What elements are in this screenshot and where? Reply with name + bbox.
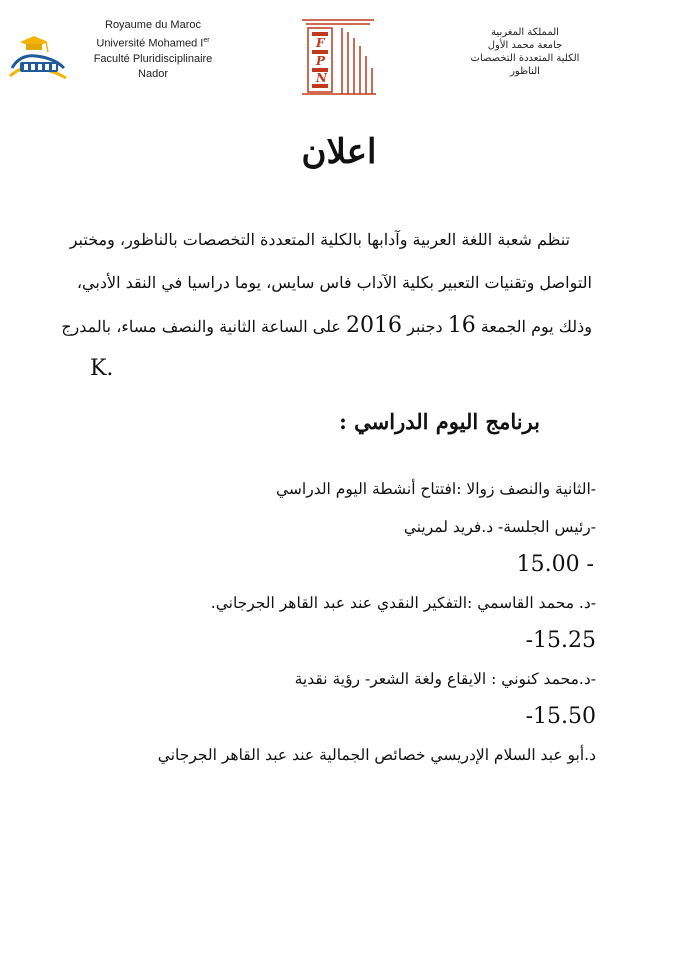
ar-header-line2: جامعة محمد الأول — [487, 40, 563, 51]
intro-line-3 — [61, 304, 592, 347]
program-item-qasimi: -د. محمد القاسمي :التفكير النقدي عند عبد القاهر الجرجاني. — [210, 594, 596, 612]
intro-line-2: التواصل وتقنيات التعبير بكلية الآداب فاس سايس، يوما دراسيا في النقد الأدبي، — [76, 273, 592, 292]
ar-header-line4: الناظور — [510, 66, 540, 77]
intro-year: 2016 — [346, 313, 403, 338]
fr-header-line2 — [78, 33, 228, 52]
french-header — [78, 18, 228, 82]
intro-line-3-a: وذلك يوم الجمعة — [480, 317, 592, 336]
program-time-1500: 15.00 - — [516, 552, 594, 577]
intro-line-3-b: دجنبر — [407, 317, 443, 336]
fr-header-line3: Faculté Pluridisciplinaire — [93, 52, 213, 65]
graduation-cap-icon — [20, 36, 48, 52]
fpn-letter-n: N — [316, 71, 327, 85]
ar-header-line1: المملكة المغربية — [491, 27, 559, 38]
page-title: اعلان — [301, 132, 377, 172]
fr-header-line1: Royaume du Maroc — [105, 19, 201, 31]
fr-header-line2-text: Université Mohamed I — [96, 37, 204, 50]
university-logo-icon — [6, 28, 68, 90]
fpn-logo-icon — [298, 12, 378, 98]
intro-line-1: تنظم شعبة اللغة العربية وآدابها بالكلية المتعددة التخصصات بالناظور، ومختبر — [69, 230, 570, 249]
program-title: برنامج اليوم الدراسي : — [339, 409, 540, 434]
fr-header-line2-sup: er — [203, 37, 210, 44]
fpn-letter-f: F — [316, 36, 325, 50]
ar-header-line3: الكلية المتعددة التخصصات — [470, 53, 580, 64]
fpn-letter-p: P — [316, 54, 326, 68]
intro-line-3-c: على الساعة الثانية والنصف مساء، بالمدرج — [61, 317, 341, 336]
program-list — [60, 470, 596, 774]
program-item-idrissi: د.أبو عبد السلام الإدريسي خصائص الجمالية عند عبد القاهر الجرجاني — [157, 746, 596, 764]
fr-header-line4: Nador — [138, 67, 168, 80]
program-item-kannouni: -د.محمد كنوني : الايقاع ولغة الشعر- رؤية نقدية — [294, 670, 596, 688]
intro-paragraph — [61, 218, 592, 390]
intro-line-4: K. — [90, 356, 114, 381]
intro-day: 16 — [447, 313, 476, 338]
program-item-opening: -الثانية والنصف زوالا :افتتاح أنشطة اليوم الدراسي — [276, 480, 596, 498]
arabic-header — [460, 26, 590, 78]
program-item-chair: -رئيس الجلسة- د.فريد لمريني — [403, 518, 596, 536]
program-time-1525: -15.25 — [525, 628, 596, 653]
program-time-1550: -15.50 — [525, 704, 596, 729]
